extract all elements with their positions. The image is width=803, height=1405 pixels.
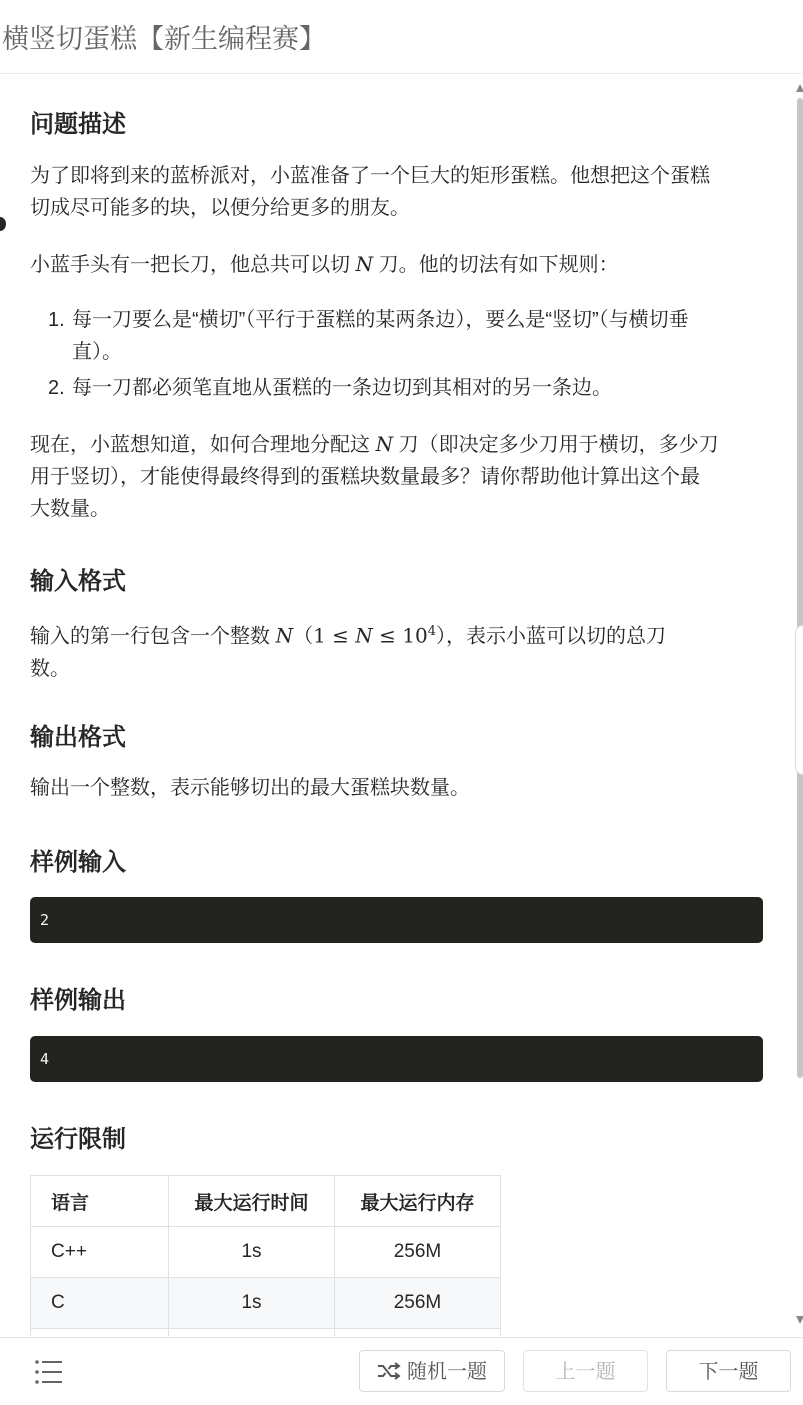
input-text: 输入的第一行包含一个整数 <box>30 625 276 648</box>
scroll-down-arrow-icon[interactable] <box>796 1316 803 1324</box>
side-panel-tab[interactable] <box>795 625 803 775</box>
math-range: 1 ≤ <box>313 623 356 648</box>
input-text: 数。 <box>30 657 70 680</box>
math-variable-n: N <box>375 432 394 456</box>
table-cell <box>31 1329 169 1337</box>
description-text: 刀（即决定多少刀用于横切，多少刀 <box>393 434 719 456</box>
table-row <box>31 1329 501 1337</box>
input-text: ），表示小蓝可以切的总刀 <box>435 625 666 648</box>
math-range: ≤ 10 <box>372 623 428 648</box>
page-title: 横竖切蛋糕【新生编程赛】 <box>2 24 326 54</box>
list-item <box>30 304 763 368</box>
description-heading: 问题描述 <box>30 111 126 138</box>
description-paragraph-2 <box>30 248 760 281</box>
input-format-heading: 输入格式 <box>30 568 126 595</box>
description-text: 小蓝手头有一把长刀，他总共可以切 <box>30 254 356 276</box>
table-cell <box>169 1329 335 1337</box>
code-text: 2 <box>40 911 50 929</box>
side-indicator-dot <box>0 217 6 231</box>
bottom-toolbar <box>0 1337 803 1405</box>
math-variable-n: N <box>275 623 294 648</box>
list-number: 2. <box>48 377 65 399</box>
table-cell: C <box>31 1278 169 1329</box>
description-line: 大数量。 <box>30 498 110 520</box>
math-exponent: 4 <box>427 624 436 639</box>
list-menu-icon-graphic <box>34 1358 64 1386</box>
description-paragraph-1 <box>30 160 760 224</box>
random-button-label: 随机一题 <box>407 1361 487 1383</box>
output-format-heading: 输出格式 <box>30 724 126 751</box>
sample-input-code <box>30 897 763 943</box>
next-problem-button[interactable]: 下一题 <box>666 1350 791 1392</box>
code-text: 4 <box>40 1050 50 1068</box>
input-text: （ <box>293 625 314 648</box>
scroll-up-arrow-icon[interactable] <box>796 84 803 92</box>
table-header: 最大运行内存 <box>335 1176 501 1227</box>
rule-text: 每一刀要么是“横切”（平行于蛋糕的某两条边），要么是“竖切”（与横切垂 <box>72 309 689 331</box>
output-format-text: 输出一个整数，表示能够切出的最大蛋糕块数量。 <box>30 777 470 799</box>
list-item <box>30 372 763 404</box>
input-format-text <box>30 616 760 685</box>
description-text: 现在，小蓝想知道，如何合理地分配这 <box>30 434 376 456</box>
table-cell <box>335 1329 501 1337</box>
rules-list <box>30 304 763 404</box>
math-variable-n: N <box>355 623 373 648</box>
description-line: 用于竖切），才能使得最终得到的蛋糕块数量最多？请你帮助他计算出这个最 <box>30 466 700 488</box>
description-text: 刀。他的切法有如下规则： <box>373 254 619 276</box>
sample-input-heading: 样例输入 <box>30 849 126 876</box>
rule-text: 直）。 <box>72 341 122 363</box>
table-row <box>31 1278 501 1329</box>
table-cell: 1s <box>169 1227 335 1278</box>
sample-output-code <box>30 1036 763 1082</box>
description-paragraph-3 <box>30 428 760 525</box>
sample-output-heading: 样例输出 <box>30 987 126 1014</box>
table-header: 语言 <box>31 1176 169 1227</box>
limits-heading: 运行限制 <box>30 1126 126 1153</box>
rule-text: 每一刀都必须笔直地从蛋糕的一条边切到其相对的另一条边。 <box>72 377 612 399</box>
limits-table <box>30 1175 501 1336</box>
previous-problem-button[interactable]: 上一题 <box>523 1350 648 1392</box>
description-line: 切成尽可能多的块，以便分给更多的朋友。 <box>30 197 410 219</box>
list-number: 1. <box>48 309 65 331</box>
table-cell: 256M <box>335 1227 501 1278</box>
table-cell: 256M <box>335 1278 501 1329</box>
list-menu-icon[interactable] <box>34 1358 64 1386</box>
title-bar <box>0 0 803 74</box>
problem-content <box>30 74 763 1336</box>
table-row <box>31 1227 501 1278</box>
table-cell: 1s <box>169 1278 335 1329</box>
table-header-row <box>31 1176 501 1227</box>
description-line: 为了即将到来的蓝桥派对，小蓝准备了一个巨大的矩形蛋糕。他想把这个蛋糕 <box>30 165 710 187</box>
shuffle-icon <box>377 1362 401 1380</box>
table-cell: C++ <box>31 1227 169 1278</box>
scrollbar-thumb[interactable] <box>797 98 803 1078</box>
table-header: 最大运行时间 <box>169 1176 335 1227</box>
random-problem-button[interactable] <box>359 1350 505 1392</box>
math-variable-n: N <box>355 252 374 276</box>
